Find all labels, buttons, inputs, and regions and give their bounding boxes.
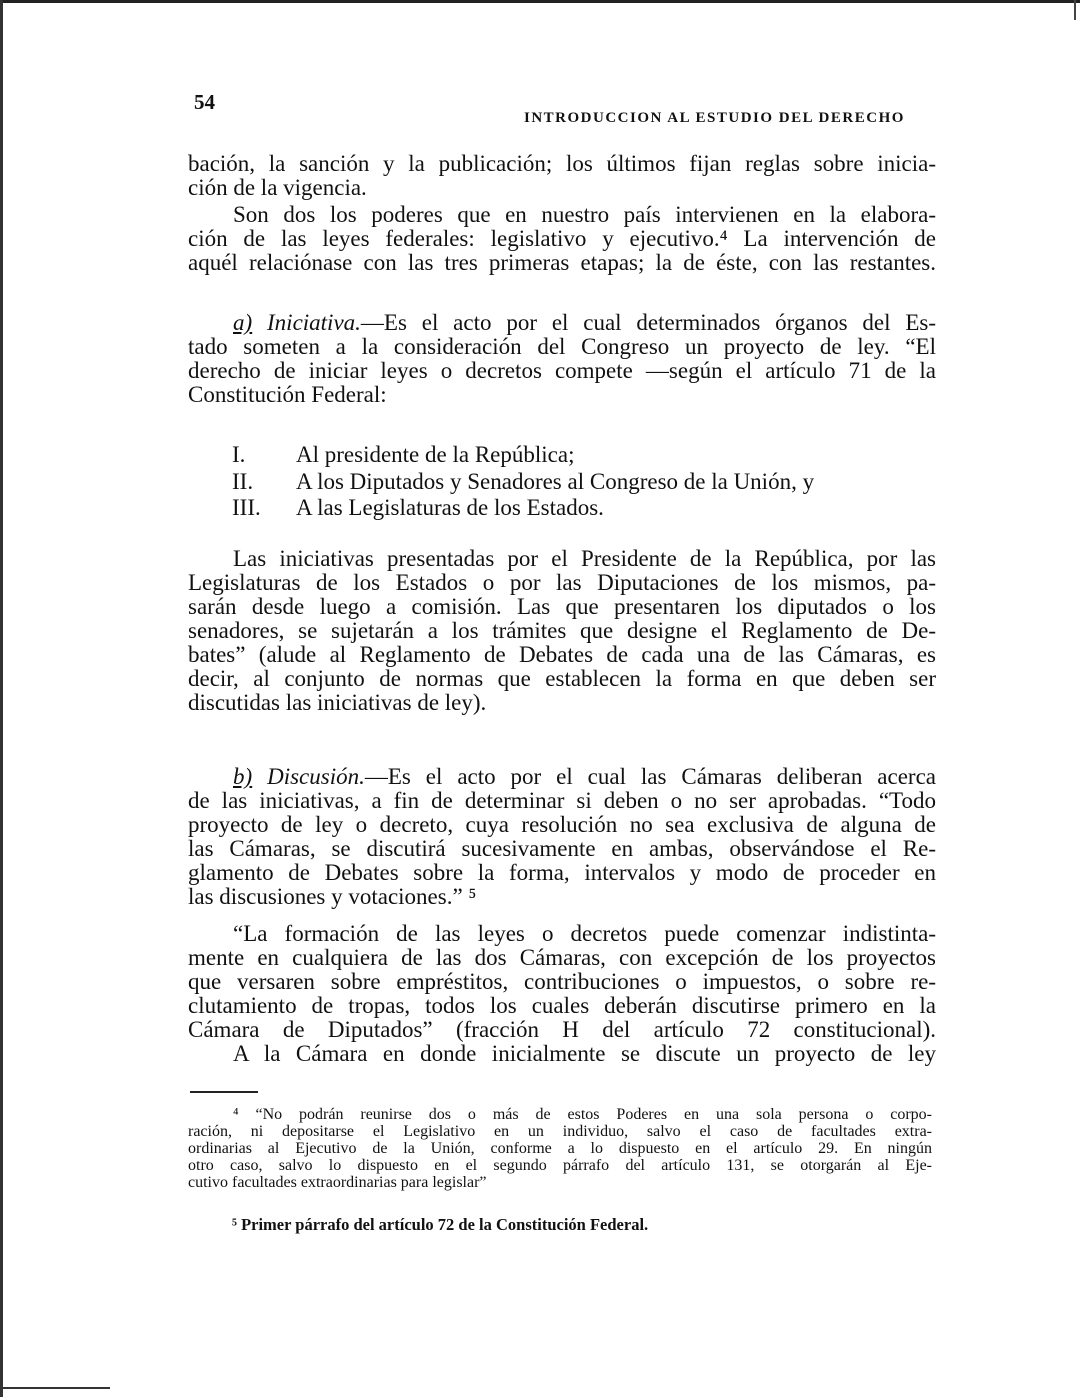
text-line: bación, la sanción y la publicación; los últimos fijan reglas sobre inicia- bbox=[188, 151, 936, 176]
list-text: A los Diputados y Senadores al Congreso de la Unión, y bbox=[296, 468, 815, 494]
list-number: III. bbox=[232, 495, 261, 520]
text-line: proyecto de ley o decreto, cuya resolución no sea exclusiva de alguna de bbox=[188, 812, 936, 837]
section-iniciativa bbox=[188, 311, 936, 407]
scan-border-bottom bbox=[0, 1387, 110, 1389]
list-number: I. bbox=[232, 442, 246, 467]
text-line: que versaren sobre empréstitos, contribuciones o impuestos, o sobre re- bbox=[188, 969, 936, 994]
footnote-line: ordinarias al Ejecutivo de la Unión, conforme a lo dispuesto en el artículo 29. En ningún bbox=[188, 1140, 932, 1157]
text-line: de las iniciativas, a fin de determinar si deben o no ser aprobadas. “Todo bbox=[188, 788, 936, 813]
page-number: 54 bbox=[194, 90, 215, 114]
text-line: las Cámaras, se discutirá sucesivamente en ambas, observándose el Re- bbox=[188, 836, 936, 861]
list-item bbox=[232, 469, 814, 496]
text-line: A la Cámara en donde inicialmente se discute un proyecto de ley bbox=[233, 1041, 936, 1066]
section-marker: a) bbox=[233, 310, 253, 335]
text-line: aquél relaciónase con las tres primeras etapas; la de éste, con las restantes. bbox=[188, 250, 936, 275]
paragraph-6 bbox=[188, 922, 936, 1066]
text-line: ción de la vigencia. bbox=[188, 175, 367, 200]
footnote-line: ración, ni depositarse el Legislativo en un individuo, salvo el caso de facultades extra- bbox=[188, 1123, 932, 1140]
text-line: glamento de Debates sobre la forma, intervalos y modo de proceder en bbox=[188, 860, 936, 885]
text-line: ción de las leyes federales: legislativo y ejecutivo.⁴ La intervención de bbox=[188, 226, 936, 251]
footnote-4 bbox=[188, 1106, 932, 1191]
paragraph-4 bbox=[188, 547, 936, 715]
footnote-5: ⁵ Primer párrafo del artículo 72 de la Constitución Federal. bbox=[232, 1215, 649, 1234]
text-line: Legislaturas de los Estados o por las Diputaciones de los mismos, pa- bbox=[188, 570, 936, 595]
text-line: —Es el acto por el cual determinados órganos del Es- bbox=[360, 310, 936, 335]
section-heading-line bbox=[188, 311, 936, 335]
text-line: clutamiento de tropas, todos los cuales deberán discutirse primero en la bbox=[188, 993, 936, 1018]
list-text: Al presidente de la República; bbox=[296, 442, 575, 467]
scan-border-right bbox=[1074, 0, 1076, 20]
text-line: “La formación de las leyes o decretos puede comenzar indistinta- bbox=[233, 921, 936, 946]
text-line: bates” (alude al Reglamento de Debates de cada una de las Cámaras, es bbox=[188, 642, 936, 667]
scan-border-left bbox=[0, 0, 3, 1397]
text-line: sarán desde luego a comisión. Las que presentaren los diputados o los bbox=[188, 594, 936, 619]
text-line: decir, al conjunto de normas que establecen la forma en que deben ser bbox=[188, 666, 936, 691]
footnote-line: otro caso, salvo lo dispuesto en el segundo párrafo del artículo 131, se otorgarán al Eje- bbox=[188, 1157, 932, 1174]
footnote-line: ⁴ “No podrán reunirse dos o más de estos Poderes en una sola persona o corpo- bbox=[233, 1106, 932, 1123]
section-heading: Discusión. bbox=[267, 764, 365, 789]
list-text: A las Legislaturas de los Estados. bbox=[296, 495, 604, 520]
text-line: las discusiones y votaciones.” ⁵ bbox=[188, 884, 477, 909]
list-number: II. bbox=[232, 468, 254, 494]
paragraph-2 bbox=[188, 203, 936, 275]
text-line: Constitución Federal: bbox=[188, 382, 387, 407]
text-line: senadores, se sujetarán a los trámites que designe el Reglamento de De- bbox=[188, 618, 936, 643]
running-title: INTRODUCCION AL ESTUDIO DEL DERECHO bbox=[524, 110, 905, 126]
text-line: Cámara de Diputados” (fracción H del artículo 72 constitucional). bbox=[188, 1017, 936, 1042]
text-line: Las iniciativas presentadas por el Presidente de la República, por las bbox=[233, 546, 936, 571]
text-line: discutidas las iniciativas de ley). bbox=[188, 690, 487, 715]
text-line: —Es el acto por el cual las Cámaras deliberan acerca bbox=[364, 764, 936, 789]
text-line: tado someten a la consideración del Congreso un proyecto de ley. “El bbox=[188, 334, 936, 359]
text-line: mente en cualquiera de las dos Cámaras, con excepción de los proyectos bbox=[188, 945, 936, 970]
footnote-rule bbox=[190, 1091, 258, 1093]
enumerated-list bbox=[232, 442, 814, 522]
list-item bbox=[232, 442, 814, 469]
text-line: derecho de iniciar leyes o decretos compete —según el artículo 71 de la bbox=[188, 358, 936, 383]
section-heading: Iniciativa. bbox=[267, 310, 361, 335]
text-line: Son dos los poderes que en nuestro país intervienen en la elabora- bbox=[233, 202, 936, 227]
section-heading-line bbox=[188, 765, 936, 789]
footnote-line: cutivo facultades extraordinarias para legislar” bbox=[188, 1174, 487, 1191]
paragraph-1 bbox=[188, 152, 936, 200]
section-marker: b) bbox=[233, 764, 253, 789]
section-discusion bbox=[188, 765, 936, 909]
list-item bbox=[232, 495, 814, 522]
scan-border-top bbox=[0, 0, 1080, 3]
